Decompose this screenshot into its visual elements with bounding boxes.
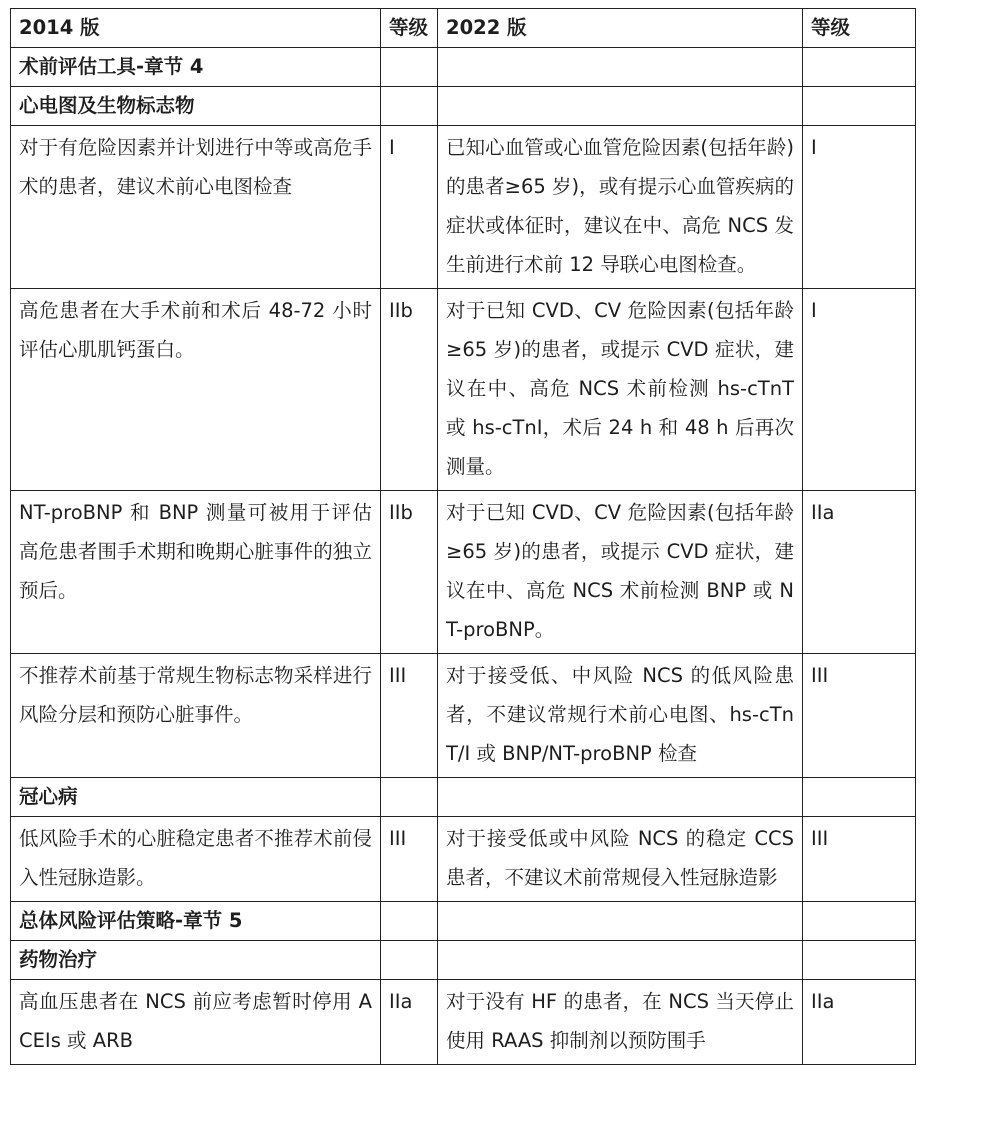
grade-2014: IIb [381,289,438,491]
grade-2014: I [381,126,438,289]
recommendation-2022: 对于接受低或中风险 NCS 的稳定 CCS 患者，不建议术前常规侵入性冠脉造影 [438,817,803,902]
grade-2014: IIb [381,491,438,654]
grade-2014: III [381,817,438,902]
recommendation-2014: 高危患者在大手术前和术后 48-72 小时评估心肌肌钙蛋白。 [11,289,381,491]
section-title-drug-therapy: 药物治疗 [11,941,381,980]
grade-2022: III [803,654,916,778]
grade-2022: IIa [803,491,916,654]
grade-2014: IIa [381,980,438,1065]
grade-2022: III [803,817,916,902]
grade-2022: I [803,289,916,491]
table-row [11,980,916,1065]
recommendation-2022: 对于已知 CVD、CV 危险因素(包括年龄≥65 岁)的患者，或提示 CVD 症状，建议在中、高危 NCS 术前检测 BNP 或 NT-proBNP。 [438,491,803,654]
section-row [11,48,916,87]
recommendation-2022: 对于已知 CVD、CV 危险因素(包括年龄≥65 岁)的患者，或提示 CVD 症状，建议在中、高危 NCS 术前检测 hs-cTnT 或 hs-cTnI，术后 24 h 和 48 h 后再次测量。 [438,289,803,491]
grade-2014: III [381,654,438,778]
recommendation-2014: NT-proBNP 和 BNP 测量可被用于评估高危患者围手术期和晚期心脏事件的独立预后。 [11,491,381,654]
table-row [11,491,916,654]
section-row [11,902,916,941]
recommendation-2014: 低风险手术的心脏稳定患者不推荐术前侵入性冠脉造影。 [11,817,381,902]
recommendation-2014: 对于有危险因素并计划进行中等或高危手术的患者，建议术前心电图检查 [11,126,381,289]
recommendation-2014: 不推荐术前基于常规生物标志物采样进行风险分层和预防心脏事件。 [11,654,381,778]
header-grade-2022: 等级 [803,9,916,48]
recommendation-2022: 已知心血管或心血管危险因素(包括年龄)的患者≥65 岁)，或有提示心血管疾病的症状或体征时，建议在中、高危 NCS 发生前进行术前 12 导联心电图检查。 [438,126,803,289]
recommendation-2022: 对于接受低、中风险 NCS 的低风险患者，不建议常规行术前心电图、hs-cTn T/I 或 BNP/NT-proBNP 检查 [438,654,803,778]
header-2014-version: 2014 版 [11,9,381,48]
table-row [11,289,916,491]
table-header-row [11,9,916,48]
section-row [11,778,916,817]
grade-2022: I [803,126,916,289]
section-title-risk-strategy: 总体风险评估策略-章节 5 [11,902,381,941]
section-title-preop-tools: 术前评估工具-章节 4 [11,48,381,87]
table-row [11,817,916,902]
grade-2022: IIa [803,980,916,1065]
section-row [11,87,916,126]
section-row [11,941,916,980]
header-grade-2014: 等级 [381,9,438,48]
section-title-chd: 冠心病 [11,778,381,817]
header-2022-version: 2022 版 [438,9,803,48]
section-title-ecg-biomarkers: 心电图及生物标志物 [11,87,381,126]
recommendation-2022: 对于没有 HF 的患者，在 NCS 当天停止使用 RAAS 抑制剂以预防围手 [438,980,803,1065]
recommendation-2014: 高血压患者在 NCS 前应考虑暂时停用 ACEIs 或 ARB [11,980,381,1065]
guideline-comparison-table [10,8,916,1065]
table-row [11,654,916,778]
table-row [11,126,916,289]
